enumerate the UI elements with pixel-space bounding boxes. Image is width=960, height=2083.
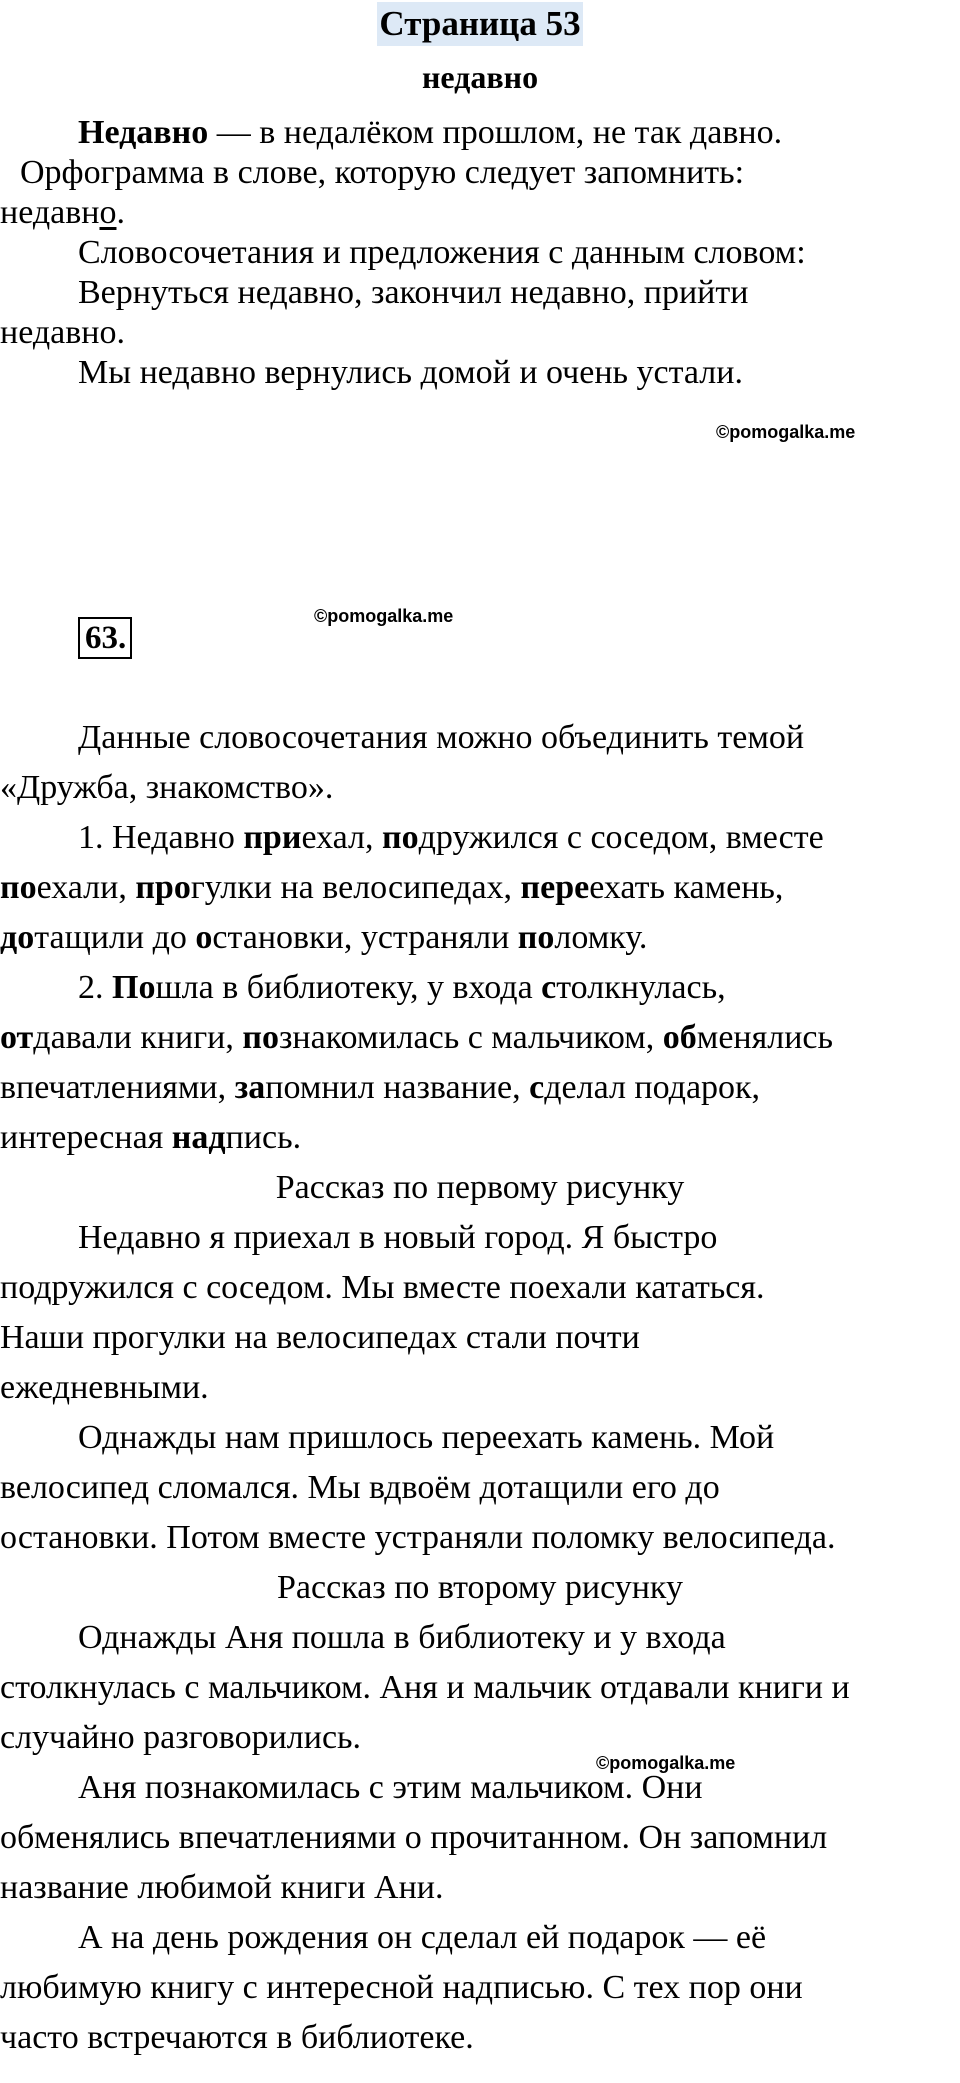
watermark: ©pomogalka.me — [314, 606, 454, 626]
phrases-line-1: Вернуться недавно, закончил недавно, прийти — [78, 274, 749, 311]
word-heading: недавно — [421, 59, 539, 95]
page-title: Страница 53 — [377, 2, 582, 46]
story2-line: А на день рождения он сделал ей подарок — её — [78, 1919, 767, 1956]
intro-line-2: «Дружба, знакомство». — [0, 769, 334, 806]
orthogram-letter: о — [99, 194, 117, 231]
story2-line: любимую книгу с интересной надписью. С тех пор они — [0, 1969, 803, 2006]
list2-line-2: отдавали книги, познакомилась с мальчиком, обменялись — [0, 1019, 833, 1056]
story1-line: подружился с соседом. Мы вместе поехали кататься. — [0, 1269, 765, 1306]
example-sentence: Мы недавно вернулись домой и очень устали. — [78, 354, 743, 391]
phrases-label: Словосочетания и предложения с данным словом: — [78, 234, 806, 271]
list1-line-1: 1. Недавно приехал, подружился с соседом, вместе — [78, 819, 824, 856]
story1-line: остановки. Потом вместе устраняли поломку велосипеда. — [0, 1519, 836, 1556]
story1-line: Однажды нам пришлось переехать камень. Мой — [78, 1419, 775, 1456]
story1-line: ежедневными. — [0, 1369, 209, 1406]
story2-heading: Рассказ по второму рисунку — [277, 1569, 683, 1606]
orthogram-word: недавно. — [0, 194, 125, 231]
watermark: ©pomogalka.me — [596, 1753, 736, 1773]
list1-line-3: дотащили до остановки, устраняли поломку. — [0, 919, 648, 956]
list2-line-3: впечатлениями, запомнил название, сделал подарок, — [0, 1069, 761, 1106]
watermark: ©pomogalka.me — [716, 422, 856, 442]
list2-line-4: интересная надпись. — [0, 1119, 302, 1156]
story2-line: название любимой книги Ани. — [0, 1869, 444, 1906]
story2-line: часто встречаются в библиотеке. — [0, 2019, 474, 2056]
definition-text: — в недалёком прошлом, не так давно. — [208, 114, 783, 151]
orthogram-label: Орфограмма в слове, которую следует запомнить: — [20, 154, 745, 191]
story2-line: столкнулась с мальчиком. Аня и мальчик отдавали книги и — [0, 1669, 850, 1706]
story1-heading: Рассказ по первому рисунку — [275, 1169, 685, 1206]
story2-line: обменялись впечатлениями о прочитанном. Он запомнил — [0, 1819, 828, 1856]
story1-line: Недавно я приехал в новый город. Я быстро — [78, 1219, 718, 1256]
intro-line-1: Данные словосочетания можно объединить темой — [78, 719, 805, 756]
story2-line: случайно разговорились. — [0, 1719, 362, 1756]
story1-line: Наши прогулки на велосипедах стали почти — [0, 1319, 640, 1356]
list2-line-1: 2. Пошла в библиотеку, у входа столкнулась, — [78, 969, 726, 1006]
task-number-box: 63. — [78, 617, 132, 659]
list1-line-2: поехали, прогулки на велосипедах, переехать камень, — [0, 869, 784, 906]
definition-term: Недавно — [78, 114, 209, 151]
story2-line: Однажды Аня пошла в библиотеку и у входа — [78, 1619, 726, 1656]
page-title-wrap — [0, 2, 960, 46]
story2-line: Аня познакомилась с этим мальчиком. Они — [78, 1769, 703, 1806]
phrases-line-2: недавно. — [0, 314, 125, 351]
story1-line: велосипед сломался. Мы вдвоём дотащили его до — [0, 1469, 720, 1506]
